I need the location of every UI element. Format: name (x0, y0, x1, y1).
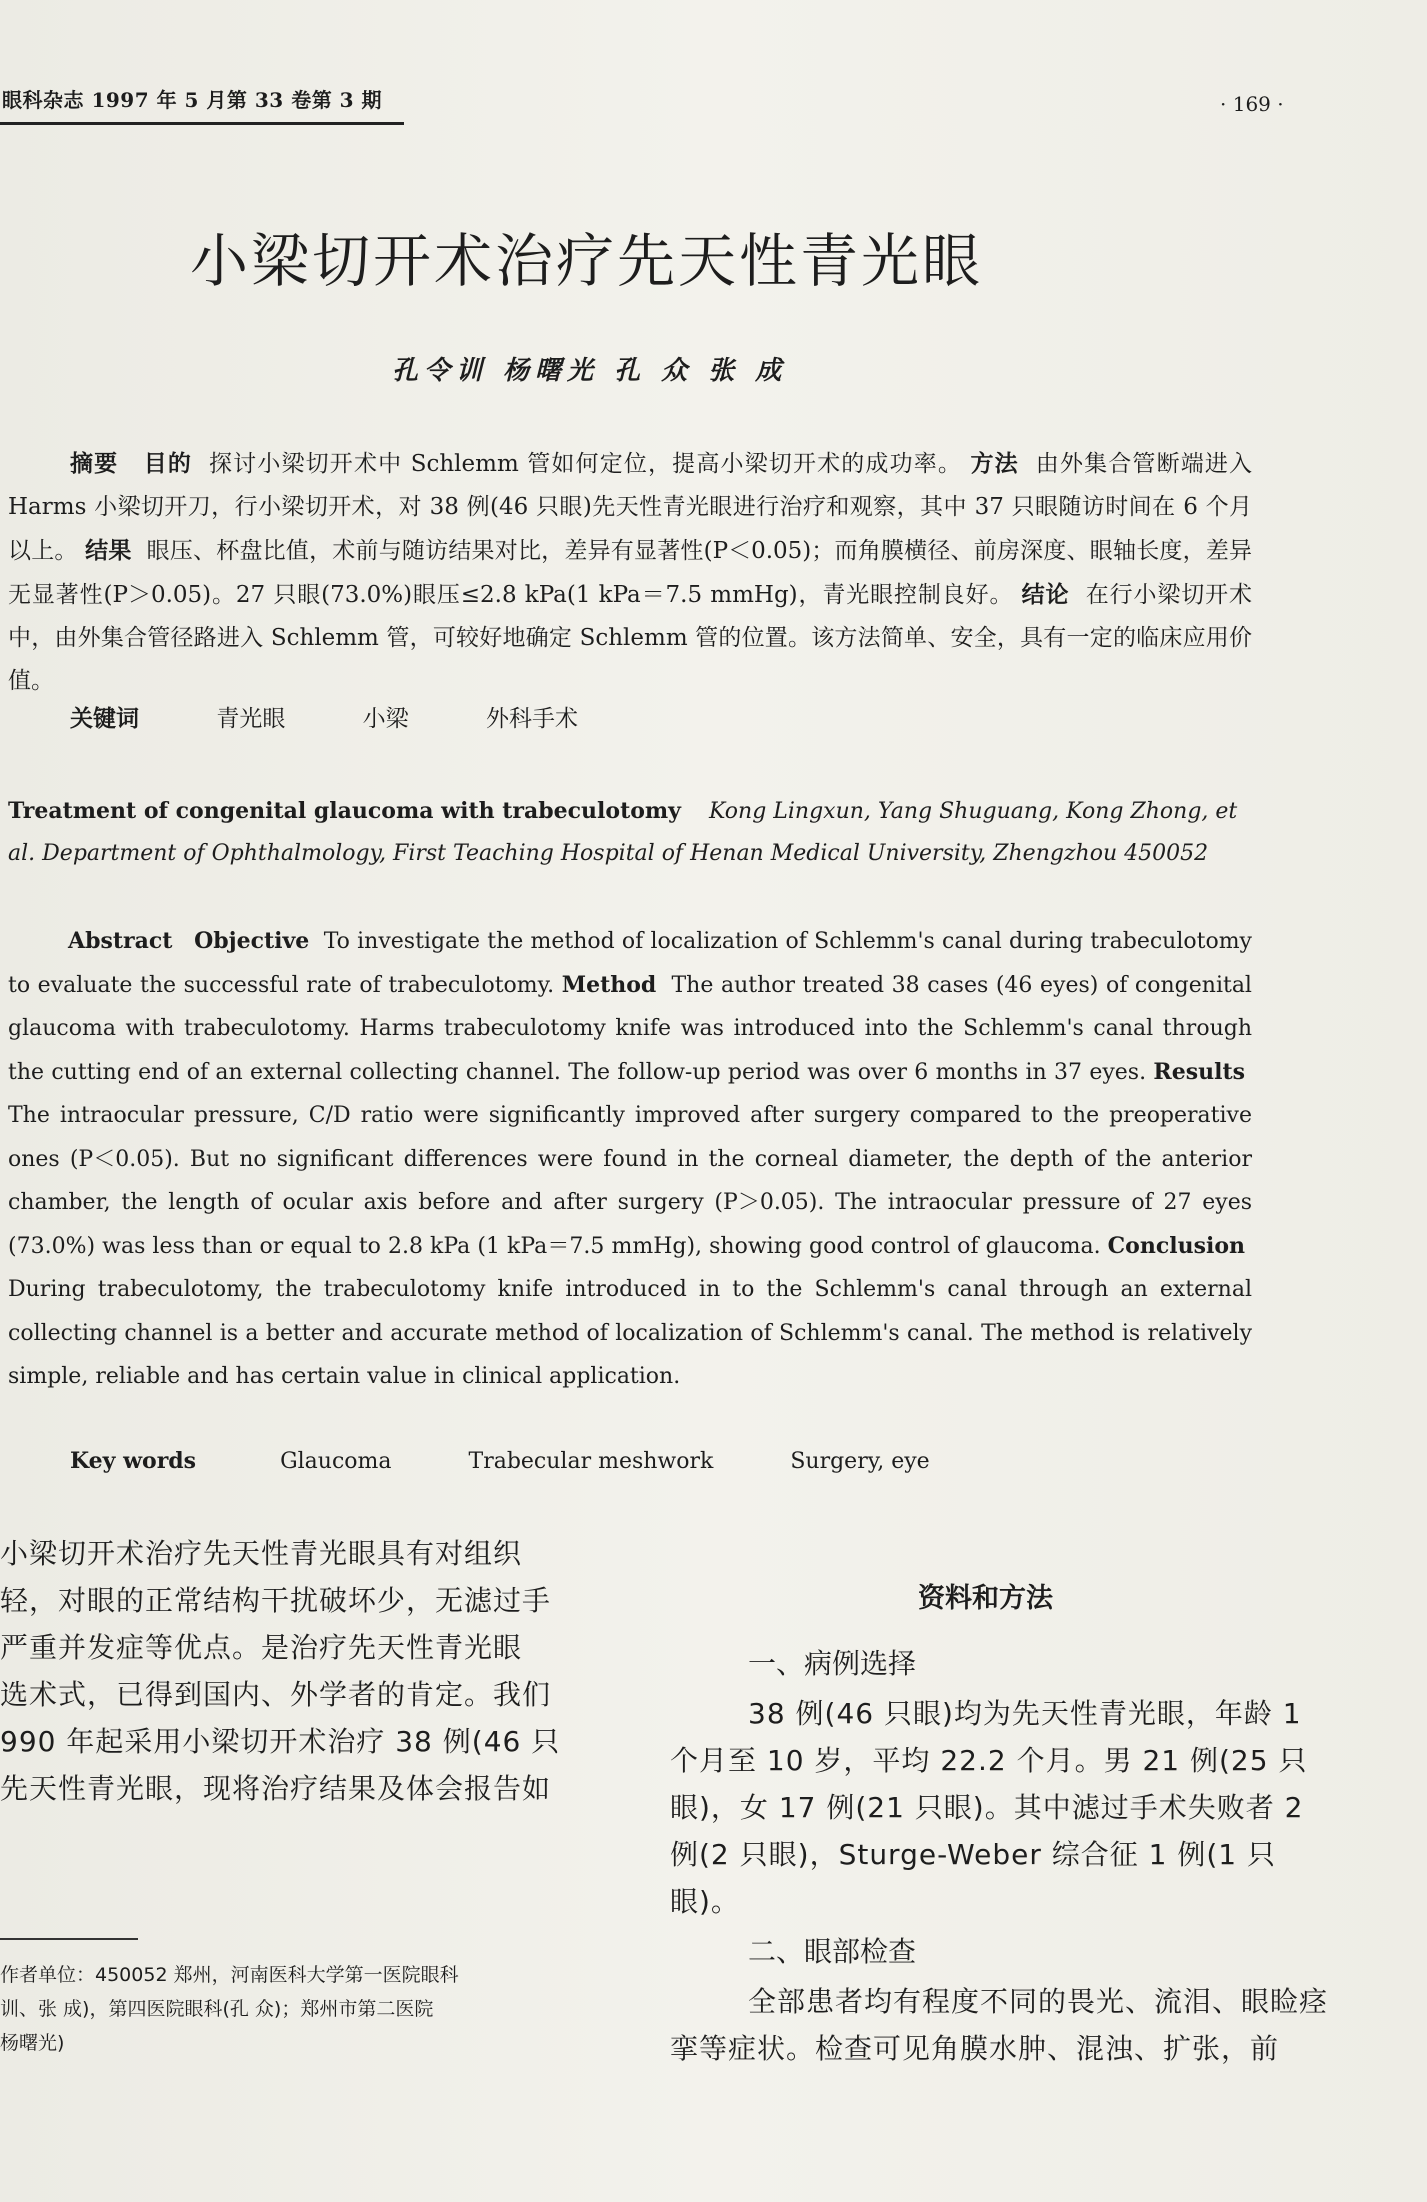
footnote (0, 1958, 600, 2060)
keywords-en-label: Key words (70, 1448, 197, 1474)
keywords-en (70, 1448, 1000, 1474)
results-label: 结果 (85, 537, 132, 564)
keyword-item: 小梁 (362, 706, 409, 732)
eye-exam-text: 全部患者均有程度不同的畏光、流泪、眼睑痉挛等症状。检查可见角膜水肿、混浊、扩张，前 (670, 1985, 1329, 2065)
keywords-label: 关键词 (70, 705, 139, 732)
objective-en-text: To investigate the method of localization of Schlemm's canal during trabeculotomy to evaluate the successful rate of trabeculotomy. (8, 929, 1252, 998)
header-rule (0, 122, 404, 125)
footnote-line: 训、张 成)，第四医院眼科(孔 众)；郑州市第二医院 (0, 1998, 434, 2020)
article-title: 小梁切开术治疗先天性青光眼 (190, 227, 984, 295)
body-line: 严重并发症等优点。是治疗先天性青光眼 (0, 1631, 523, 1664)
method-en-text: The author treated 38 cases (46 eyes) of congenital glaucoma with trabeculotomy. Harms trabeculotomy knife was introduced into the Schlemm's canal through the cutting end of an external collecting channel. The follow-up period was over 6 months in 37 eyes. (8, 972, 1252, 1085)
subsection-case-selection: 一、病例选择 (748, 1647, 917, 1680)
objective-label: 目的 (143, 450, 193, 477)
results-en-text: The intraocular pressure, C/D ratio were significantly improved after surgery compared to the preoperative ones (P＜0.05). But no significant differences were found in the corneal diameter, the depth of the anterior chamber, the length of ocular axis before and after surgery (P＞0.05). The intraocular pressure of 27 eyes (73.0%) was less than or equal to 2.8 kPa (1 kPa＝7.5 mmHg), showing good control of glaucoma. (8, 1103, 1252, 1259)
keyword-en-item: Surgery, eye (790, 1449, 930, 1474)
method-text: 由外集合管断端进入 Harms 小梁切开刀，行小梁切开术，对 38 例(46 只眼)先天性青光眼进行治疗和观察，其中 37 只眼随访时间在 6 个月以上。 (8, 451, 1253, 564)
method-en-label: Method (561, 971, 657, 998)
english-title: Treatment of congenital glaucoma with trabeculotomy (8, 798, 681, 824)
conclusion-en-label: Conclusion (1107, 1232, 1245, 1259)
keyword-item: 外科手术 (485, 706, 578, 732)
footnote-rule (0, 1938, 138, 1940)
objective-text: 探讨小梁切开术中 Schlemm 管如何定位，提高小梁切开术的成功率。 (209, 451, 963, 477)
body-line: 先天性青光眼，现将治疗结果及体会报告如 (0, 1772, 552, 1805)
conclusion-en-text: During trabeculotomy, the trabeculotomy knife introduced in to the Schlemm's canal through an external collecting channel is a better and accurate method of localization of Schlemm's canal. The method is relatively simple, reliable and has certain value in clinical application. (8, 1277, 1252, 1389)
results-en-label: Results (1153, 1058, 1245, 1085)
body-line: 选术式，已得到国内、外学者的肯定。我们 (0, 1678, 552, 1711)
abstract-label: 摘要 (70, 450, 119, 477)
keyword-en-item: Trabecular meshwork (468, 1449, 714, 1474)
footnote-line: 作者单位：450052 郑州，河南医科大学第一医院眼科 (0, 1964, 459, 1986)
abstract-cn (8, 442, 1252, 703)
footnote-line: 杨曙光) (0, 2032, 65, 2054)
body-left-column (0, 1530, 600, 1812)
authors: 孔令训 杨曙光 孔 众 张 成 (392, 356, 788, 386)
section-heading: 资料和方法 (918, 1583, 1053, 1614)
running-head: 眼科杂志 1997 年 5 月第 33 卷第 3 期 (2, 88, 383, 112)
results-text: 眼压、杯盘比值，术前与随访结果对比，差异有显著性(P＜0.05)；而角膜横径、前房深度、眼轴长度，差异无显著性(P＞0.05)。27 只眼(73.0%)眼压≤2.8 kPa(1 kPa＝7.5 mmHg)，青光眼控制良好。 (8, 538, 1253, 608)
abstract-en-label: Abstract (68, 928, 173, 954)
subsection-eye-exam: 二、眼部检查 (748, 1935, 917, 1968)
conclusion-label: 结论 (1021, 581, 1070, 608)
case-selection-text: 38 例(46 只眼)均为先天性青光眼，年龄 1 个月至 10 岁，平均 22.2 个月。男 21 例(25 只眼)，女 17 例(21 只眼)。其中滤过手术失败者 2 例(2 只眼)，Sturge-Weber 综合征 1 例(1 只眼)。 (670, 1697, 1308, 1918)
method-label: 方法 (970, 450, 1019, 477)
keyword-item: 青光眼 (216, 706, 286, 732)
english-affiliation: Department of Ophthalmology, First Teaching Hospital of Henan Medical University, Zhengzhou 450052 (42, 841, 1209, 866)
english-header (8, 790, 1252, 875)
objective-en-label: Objective (194, 928, 310, 954)
body-line: 小梁切开术治疗先天性青光眼具有对组织 (0, 1537, 523, 1570)
conclusion-text: 在行小梁切开术中，由外集合管径路进入 Schlemm 管，可较好地确定 Schlemm 管的位置。该方法简单、安全，具有一定的临床应用价值。 (8, 582, 1253, 694)
keyword-en-item: Glaucoma (280, 1449, 392, 1474)
body-line: 990 年起采用小梁切开术治疗 38 例(46 只 (0, 1725, 561, 1758)
body-line: 轻，对眼的正常结构干扰破坏少，无滤过手 (0, 1584, 552, 1617)
keywords-cn (70, 700, 648, 733)
abstract-en (8, 920, 1252, 1399)
page-number: · 169 · (1220, 92, 1284, 116)
english-authors: Kong Lingxun, Yang Shuguang, Kong Zhong, et al. (8, 799, 1238, 866)
